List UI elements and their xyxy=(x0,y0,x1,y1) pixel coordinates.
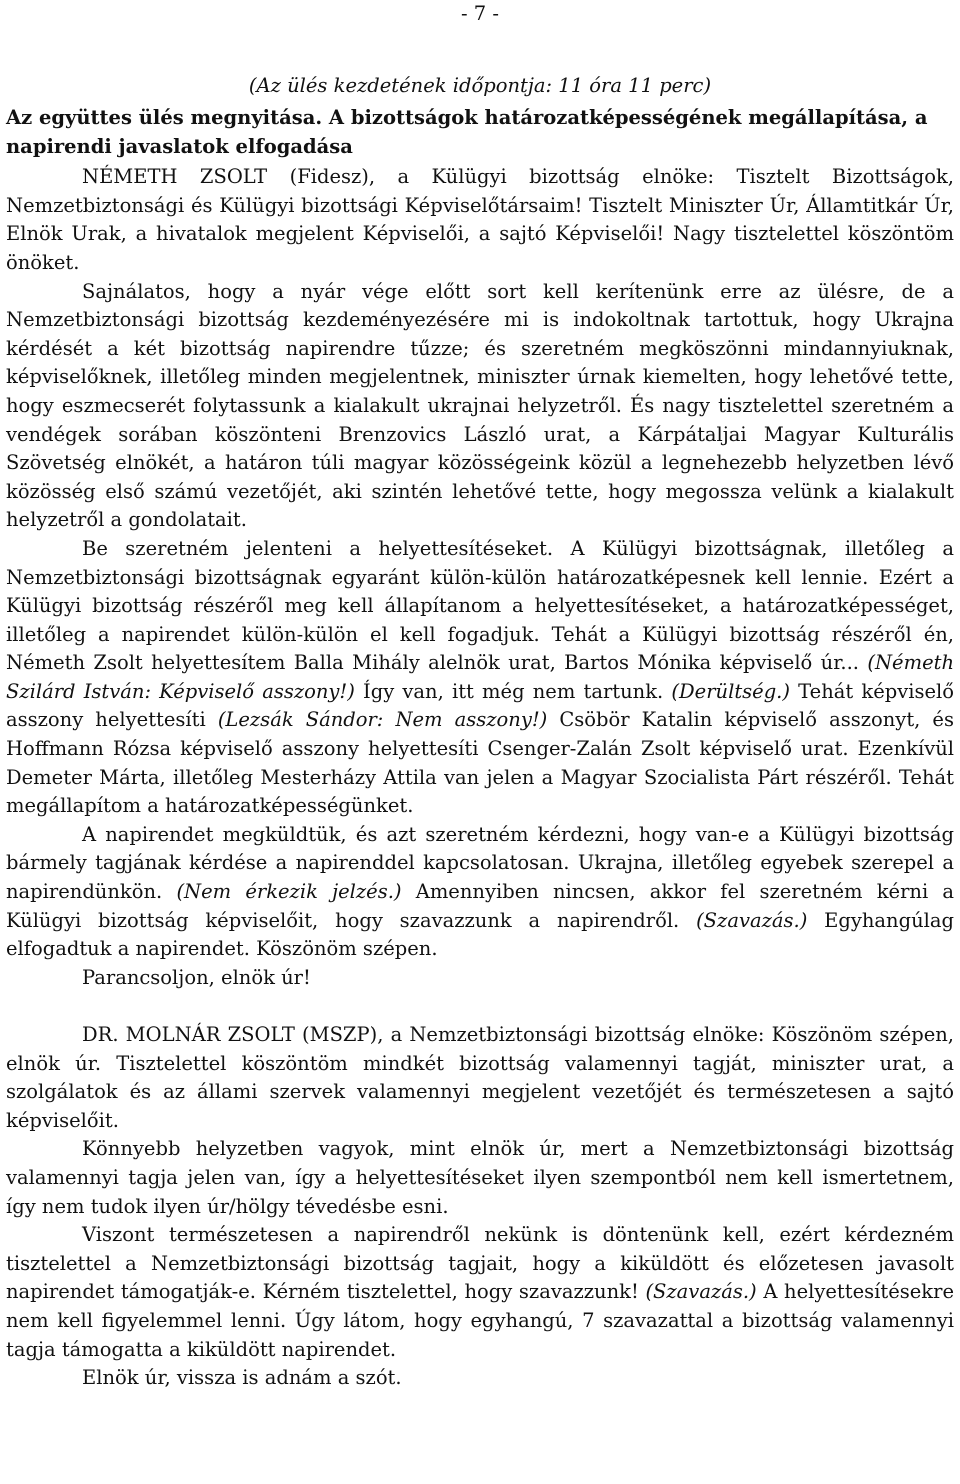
speech-paragraph: Viszont természetesen a napirendről nekünk is döntenünk kell, ezért kérdezném tisztelettel a Nemzetbiztonsági bizottság tagjait, hogy a kiküldött és előzetesen javasolt napirendet támogatják-e. Kérném tisztelettel, hogy szavazzunk! (Szavazás.) A helyettesítésekre nem kell figyelemmel lenni. Úgy látom, hogy egyhangú, 7 szavazattal a bizottság valamennyi tagja támogatta a kiküldött napirendet. xyxy=(6,1223,954,1361)
speech-text: Köszönöm szépen, elnök úr. Tisztelettel köszöntöm mindkét bizottság valamennyi tagját, miniszter urat, a szolgálatok és az állami szervek valamennyi megjelent vezetőjét és természetesen a sajtó képviselőit. xyxy=(6,1023,954,1132)
document-body xyxy=(6,104,954,1393)
page-number: - 7 - xyxy=(461,2,499,25)
interjection: (Németh Szilárd István: Képviselő asszony!) xyxy=(6,651,955,703)
interjection: (Szavazás.) xyxy=(645,1280,757,1304)
interjection: (Nem érkezik jelzés.) xyxy=(176,880,402,904)
section-heading: Az együttes ülés megnyitása. A bizottságok határozatképességének megállapítása, a napirendi javaslatok elfogadása xyxy=(6,106,928,158)
interjection: (Szavazás.) xyxy=(696,908,808,932)
speech-molnar-intro xyxy=(6,1021,954,1135)
speaker-name: NÉMETH ZSOLT (Fidesz), a Külügyi bizottság elnöke: xyxy=(82,165,715,189)
speaker-name: DR. MOLNÁR ZSOLT (MSZP), a Nemzetbiztonsági bizottság elnöke: xyxy=(82,1023,765,1046)
session-start-time: (Az ülés kezdetének időpontja: 11 óra 11 perc) xyxy=(248,74,712,97)
speech-paragraph: Könnyebb helyzetben vagyok, mint elnök úr, mert a Nemzetbiztonsági bizottság valamennyi tagja jelen van, így a helyettesítéseket ilyen szempontból nem kell ismertetnem, így nem tudok ilyen úr/hölgy tévedésbe esni. xyxy=(6,1137,954,1218)
speech-paragraph: Be szeretném jelenteni a helyettesítéseket. A Külügyi bizottságnak, illetőleg a Nemzetbiztonsági bizottságnak egyaránt külön-külön határozatképesnek kell lennie. Ezért a Külügyi bizottság részéről meg kell állapítanom a helyettesítéseket, a határozatképességet, illetőleg a napirendet külön-külön el kell fogadjuk. Tehát a Külügyi bizottság részéről én, Németh Zsolt helyettesítem Balla Mihály alelnök urat, Bartos Mónika képviselő úr... (Németh Szilárd István: Képviselő asszony!) Így van, itt még nem tartunk. (Derültség.) Tehát képviselő asszony helyettesíti (Lezsák Sándor: Nem asszony!) Csöbör Katalin képviselő asszonyt, és Hoffmann Rózsa képviselő asszony helyettesíti Csenger-Zalán Zsolt képviselő urat. Ezenkívül Demeter Márta, illetőleg Mesterházy Attila van jelen a Magyar Szocialista Párt részéről. Tehát megállapítom a határozatképességünket. xyxy=(6,536,955,818)
interjection: (Derültség.) xyxy=(671,679,790,703)
speech-nemeth-intro xyxy=(6,163,954,277)
speech-paragraph: Sajnálatos, hogy a nyár vége előtt sort kell kerítenünk erre az ülésre, de a Nemzetbiztonsági bizottság kezdeményezésére mi is indokoltnak tartottuk, hogy Ukrajna kérdését a két bizottság napirendre tűzze; és szeretném megköszönni mindannyiuknak, képviselőknek, illetőleg minden megjelentnek, miniszter úrnak kiemelten, hogy lehetővé tette, hogy eszmecserét folytassunk a kialakult ukrajnai helyzetről. És nagy tisztelettel szeretném a vendégek sorában köszönteni Brenzovics László urat, a Kárpátaljai Magyar Kulturális Szövetség elnökét, a határon túli magyar közösségeink közül a legnehezebb helyzetben lévő közösség első számú vezetőjét, aki szintén lehetővé tette, hogy megossza velünk a kialakult helyzetről a gondolatait. xyxy=(6,279,954,532)
interjection: (Lezsák Sándor: Nem asszony!) xyxy=(217,708,548,732)
speech-text: Tisztelt Bizottságok, Nemzetbiztonsági és Külügyi bizottsági Képviselőtársaim! Tisztelt Miniszter Úr, Államtitkár Úr, Elnök Urak, a hivatalok megjelent Képviselői, a sajtó Képviselői! Nagy tisztelettel köszöntöm önöket. xyxy=(6,165,955,274)
speech-paragraph: Elnök úr, vissza is adnám a szót. xyxy=(82,1366,402,1390)
speech-paragraph: Parancsoljon, elnök úr! xyxy=(82,965,311,989)
speech-paragraph: A napirendet megküldtük, és azt szeretném kérdezni, hogy van-e a Külügyi bizottság bármely tagjának kérdése a napirenddel kapcsolatosan. Ukrajna, illetőleg egyebek szerepel a napirendünkön. (Nem érkezik jelzés.) Amennyiben nincsen, akkor fel szeretném kérni a Külügyi bizottság képviselőit, hogy szavazzunk a napirendről. (Szavazás.) Egyhangúlag elfogadtuk a napirendet. Köszönöm szépen. xyxy=(6,822,955,961)
